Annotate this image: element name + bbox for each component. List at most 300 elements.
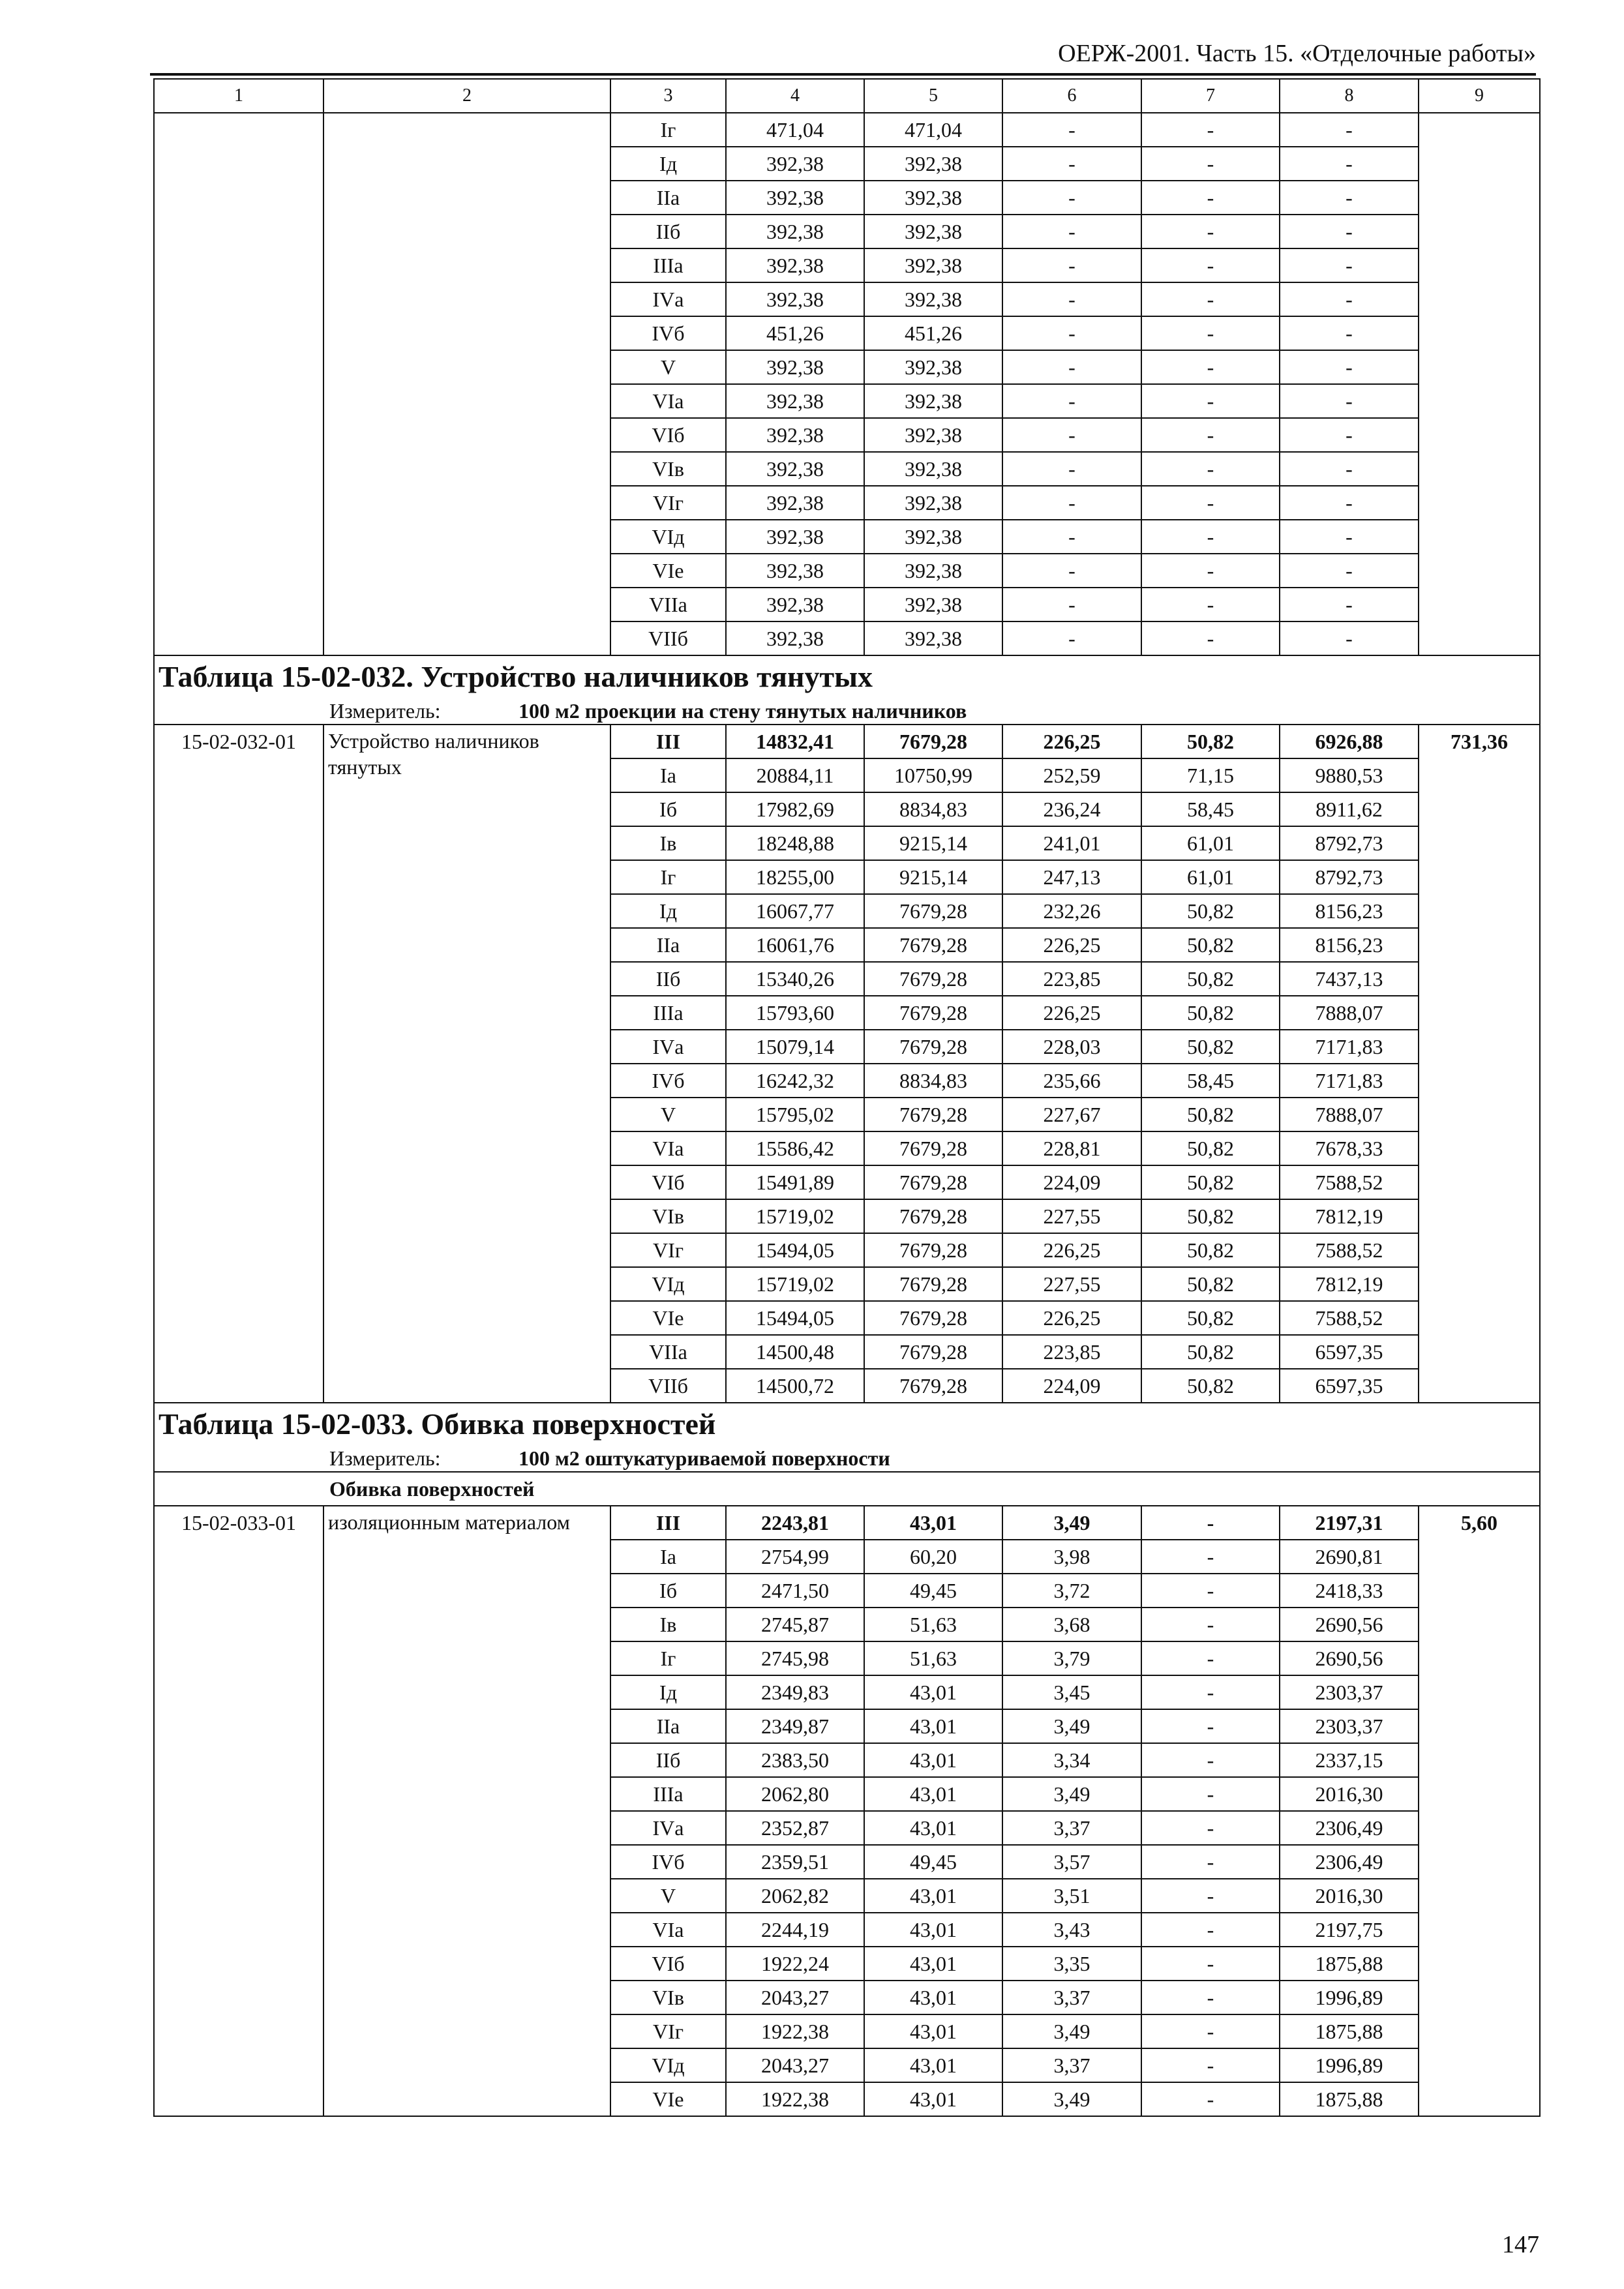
wages-cell: 43,01 [864,1675,1002,1709]
region-cell: III [610,1506,726,1540]
materials-cell: 2337,15 [1280,1743,1419,1777]
operators-wages-cell: - [1141,621,1280,655]
operators-wages-cell: - [1141,1675,1280,1709]
total-cost-cell: 2745,98 [726,1641,864,1675]
region-cell: Iа [610,758,726,792]
wages-cell: 392,38 [864,621,1002,655]
column-number: 5 [864,79,1002,113]
operators-wages-cell: 50,82 [1141,1098,1280,1131]
materials-cell: 2306,49 [1280,1845,1419,1879]
wages-cell: 392,38 [864,588,1002,621]
materials-cell: - [1280,520,1419,554]
wages-cell: 7679,28 [864,1369,1002,1403]
total-cost-cell: 392,38 [726,621,864,655]
wages-cell: 7679,28 [864,1199,1002,1233]
wages-cell: 7679,28 [864,1030,1002,1064]
materials-cell: 7437,13 [1280,962,1419,996]
machines-cell: 226,25 [1002,1301,1141,1335]
total-cost-cell: 392,38 [726,520,864,554]
materials-cell: 7588,52 [1280,1301,1419,1335]
materials-cell: 6926,88 [1280,725,1419,758]
wages-cell: 43,01 [864,2048,1002,2082]
materials-cell: - [1280,486,1419,520]
operators-wages-cell: - [1141,1540,1280,1574]
region-cell: Iб [610,792,726,826]
region-cell: VIб [610,418,726,452]
materials-cell: - [1280,181,1419,215]
machines-cell: - [1002,350,1141,384]
region-cell: IIб [610,1743,726,1777]
operators-wages-cell: 50,82 [1141,1301,1280,1335]
page-number: 147 [1502,2231,1539,2258]
total-cost-cell: 1922,24 [726,1947,864,1981]
wages-cell: 7679,28 [864,1301,1002,1335]
code-cell [154,113,323,655]
machines-cell: 3,49 [1002,1506,1141,1540]
region-cell: VIб [610,1947,726,1981]
machines-cell: 226,25 [1002,1233,1141,1267]
total-cost-cell: 15795,02 [726,1098,864,1131]
total-cost-cell: 15793,60 [726,996,864,1030]
machines-cell: - [1002,554,1141,588]
materials-cell: 2690,81 [1280,1540,1419,1574]
machines-cell: 232,26 [1002,894,1141,928]
wages-cell: 43,01 [864,1743,1002,1777]
region-cell: VIг [610,1233,726,1267]
code-cell: 15-02-033-01 [154,1506,323,2116]
region-cell: IVа [610,1030,726,1064]
code-cell: 15-02-032-01 [154,725,323,1403]
measure-label: Измеритель: [329,699,441,723]
materials-cell: 7888,07 [1280,1098,1419,1131]
materials-cell: 7812,19 [1280,1267,1419,1301]
materials-cell: 2306,49 [1280,1811,1419,1845]
materials-cell: - [1280,384,1419,418]
machines-cell: 227,55 [1002,1267,1141,1301]
operators-wages-cell: - [1141,316,1280,350]
operators-wages-cell: - [1141,1879,1280,1913]
region-cell: V [610,1098,726,1131]
operators-wages-cell: - [1141,418,1280,452]
region-cell: IIа [610,1709,726,1743]
measure-cell [154,698,1540,725]
region-cell: V [610,350,726,384]
operators-wages-cell: 58,45 [1141,792,1280,826]
wages-cell: 392,38 [864,520,1002,554]
table-row [154,725,1540,758]
operators-wages-cell: 50,82 [1141,1335,1280,1369]
region-cell: Iд [610,894,726,928]
machines-cell: - [1002,452,1141,486]
region-cell: IVб [610,316,726,350]
materials-cell: 1875,88 [1280,1947,1419,1981]
table-title: Таблица 15-02-032. Устройство наличников тянутых [154,655,1540,698]
materials-cell: 7678,33 [1280,1131,1419,1165]
machines-cell: 228,81 [1002,1131,1141,1165]
machines-cell: 227,67 [1002,1098,1141,1131]
wages-cell: 8834,83 [864,1064,1002,1098]
operators-wages-cell: - [1141,452,1280,486]
wages-cell: 49,45 [864,1845,1002,1879]
total-cost-cell: 16067,77 [726,894,864,928]
wages-cell: 7679,28 [864,1165,1002,1199]
total-cost-cell: 16061,76 [726,928,864,962]
wages-cell: 7679,28 [864,1131,1002,1165]
machines-cell: - [1002,384,1141,418]
materials-cell: 1996,89 [1280,2048,1419,2082]
total-cost-cell: 15586,42 [726,1131,864,1165]
wages-cell: 7679,28 [864,928,1002,962]
region-cell: VIв [610,452,726,486]
operators-wages-cell: 50,82 [1141,996,1280,1030]
total-cost-cell: 392,38 [726,486,864,520]
materials-cell: 2197,75 [1280,1913,1419,1947]
machines-cell: 226,25 [1002,996,1141,1030]
machines-cell: 223,85 [1002,962,1141,996]
total-cost-cell: 392,38 [726,418,864,452]
name-cell [323,113,610,655]
operators-wages-cell: - [1141,2014,1280,2048]
measure-value: 100 м2 проекции на стену тянутых наличников [519,699,967,723]
total-cost-cell: 2244,19 [726,1913,864,1947]
operators-wages-cell: - [1141,554,1280,588]
operators-wages-cell: - [1141,384,1280,418]
operators-wages-cell: - [1141,1743,1280,1777]
table-row [154,1506,1540,1540]
region-cell: VIв [610,1199,726,1233]
region-cell: VIе [610,554,726,588]
wages-cell: 43,01 [864,1506,1002,1540]
machines-cell: 3,49 [1002,1777,1141,1811]
materials-cell: - [1280,452,1419,486]
operators-wages-cell: - [1141,520,1280,554]
operators-wages-cell: 50,82 [1141,1131,1280,1165]
wages-cell: 43,01 [864,2082,1002,2116]
operators-wages-cell: - [1141,2082,1280,2116]
total-cost-cell: 392,38 [726,147,864,181]
wages-cell: 43,01 [864,1981,1002,2014]
region-cell: Iд [610,147,726,181]
operators-wages-cell: 50,82 [1141,1233,1280,1267]
total-cost-cell: 14500,48 [726,1335,864,1369]
wages-cell: 392,38 [864,554,1002,588]
materials-cell: - [1280,350,1419,384]
machines-cell: - [1002,418,1141,452]
materials-cell: 7171,83 [1280,1064,1419,1098]
machines-cell: 3,72 [1002,1574,1141,1608]
machines-cell: 3,37 [1002,2048,1141,2082]
total-cost-cell: 2359,51 [726,1845,864,1879]
region-cell: VIб [610,1165,726,1199]
machines-cell: 3,35 [1002,1947,1141,1981]
machines-cell: - [1002,588,1141,621]
region-cell: VIг [610,2014,726,2048]
total-cost-cell: 2243,81 [726,1506,864,1540]
machines-cell: - [1002,486,1141,520]
operators-wages-cell: - [1141,1913,1280,1947]
machines-cell: 3,49 [1002,1709,1141,1743]
col9-cell: 731,36 [1419,725,1540,1403]
column-number: 4 [726,79,864,113]
total-cost-cell: 1922,38 [726,2082,864,2116]
machines-cell: 226,25 [1002,928,1141,962]
total-cost-cell: 1922,38 [726,2014,864,2048]
machines-cell: 3,49 [1002,2082,1141,2116]
total-cost-cell: 392,38 [726,452,864,486]
materials-cell: - [1280,282,1419,316]
region-cell: IIа [610,928,726,962]
total-cost-cell: 18248,88 [726,826,864,860]
region-cell: IVб [610,1064,726,1098]
region-cell: VIг [610,486,726,520]
total-cost-cell: 14832,41 [726,725,864,758]
measure-row [154,698,1540,725]
column-number-row [154,79,1540,113]
operators-wages-cell: - [1141,1811,1280,1845]
wages-cell: 49,45 [864,1574,1002,1608]
wages-cell: 9215,14 [864,826,1002,860]
region-cell: III [610,725,726,758]
total-cost-cell: 2062,80 [726,1777,864,1811]
column-number: 7 [1141,79,1280,113]
wages-cell: 7679,28 [864,894,1002,928]
materials-cell: - [1280,418,1419,452]
materials-cell: 2016,30 [1280,1777,1419,1811]
machines-cell: 3,49 [1002,2014,1141,2048]
region-cell: VIа [610,384,726,418]
materials-cell: 2418,33 [1280,1574,1419,1608]
table-title: Таблица 15-02-033. Обивка поверхностей [154,1403,1540,1445]
materials-cell: 1875,88 [1280,2014,1419,2048]
operators-wages-cell: - [1141,350,1280,384]
wages-cell: 7679,28 [864,725,1002,758]
total-cost-cell: 2745,87 [726,1608,864,1641]
operators-wages-cell: 61,01 [1141,826,1280,860]
materials-cell: 2197,31 [1280,1506,1419,1540]
machines-cell: 235,66 [1002,1064,1141,1098]
region-cell: VIд [610,520,726,554]
operators-wages-cell: - [1141,147,1280,181]
wages-cell: 392,38 [864,181,1002,215]
region-cell: VIе [610,1301,726,1335]
operators-wages-cell: 50,82 [1141,1030,1280,1064]
name-cell: Устройство наличников тянутых [323,725,610,1403]
materials-cell: 2303,37 [1280,1709,1419,1743]
materials-cell: - [1280,621,1419,655]
materials-cell: 2303,37 [1280,1675,1419,1709]
machines-cell: 247,13 [1002,860,1141,894]
total-cost-cell: 2043,27 [726,2048,864,2082]
total-cost-cell: 392,38 [726,350,864,384]
region-cell: Iд [610,1675,726,1709]
region-cell: IIIа [610,248,726,282]
total-cost-cell: 15079,14 [726,1030,864,1064]
total-cost-cell: 2754,99 [726,1540,864,1574]
region-cell: VIв [610,1981,726,2014]
total-cost-cell: 2349,83 [726,1675,864,1709]
total-cost-cell: 15494,05 [726,1301,864,1335]
total-cost-cell: 2383,50 [726,1743,864,1777]
machines-cell: 3,98 [1002,1540,1141,1574]
machines-cell: 236,24 [1002,792,1141,826]
operators-wages-cell: 50,82 [1141,725,1280,758]
operators-wages-cell: 58,45 [1141,1064,1280,1098]
machines-cell: 3,43 [1002,1913,1141,1947]
total-cost-cell: 2349,87 [726,1709,864,1743]
total-cost-cell: 2043,27 [726,1981,864,2014]
rates-table-body [154,79,1540,2116]
operators-wages-cell: - [1141,1574,1280,1608]
machines-cell: 3,68 [1002,1608,1141,1641]
operators-wages-cell: - [1141,181,1280,215]
total-cost-cell: 392,38 [726,384,864,418]
machines-cell: - [1002,147,1141,181]
section-title: Обивка поверхностей [154,1472,1540,1506]
wages-cell: 392,38 [864,452,1002,486]
wages-cell: 451,26 [864,316,1002,350]
region-cell: IVб [610,1845,726,1879]
materials-cell: 8911,62 [1280,792,1419,826]
machines-cell: 3,34 [1002,1743,1141,1777]
materials-cell: 9880,53 [1280,758,1419,792]
column-number: 6 [1002,79,1141,113]
wages-cell: 7679,28 [864,1098,1002,1131]
measure-cell [154,1445,1540,1472]
materials-cell: 6597,35 [1280,1335,1419,1369]
wages-cell: 10750,99 [864,758,1002,792]
operators-wages-cell: - [1141,215,1280,248]
machines-cell: - [1002,215,1141,248]
total-cost-cell: 451,26 [726,316,864,350]
machines-cell: 224,09 [1002,1165,1141,1199]
materials-cell: 2690,56 [1280,1608,1419,1641]
wages-cell: 43,01 [864,1879,1002,1913]
wages-cell: 51,63 [864,1608,1002,1641]
column-number: 9 [1419,79,1540,113]
materials-cell: 8792,73 [1280,826,1419,860]
machines-cell: 223,85 [1002,1335,1141,1369]
region-cell: IIIа [610,1777,726,1811]
materials-cell: 2690,56 [1280,1641,1419,1675]
table-title-row [154,655,1540,698]
region-cell: Iв [610,826,726,860]
operators-wages-cell: 50,82 [1141,894,1280,928]
machines-cell: 228,03 [1002,1030,1141,1064]
region-cell: Iб [610,1574,726,1608]
region-cell: IVа [610,282,726,316]
wages-cell: 392,38 [864,215,1002,248]
section-row [154,1472,1540,1506]
wages-cell: 7679,28 [864,1335,1002,1369]
region-cell: VIд [610,1267,726,1301]
operators-wages-cell: - [1141,588,1280,621]
wages-cell: 43,01 [864,1947,1002,1981]
machines-cell: 3,37 [1002,1811,1141,1845]
wages-cell: 43,01 [864,1811,1002,1845]
operators-wages-cell: - [1141,1709,1280,1743]
operators-wages-cell: - [1141,282,1280,316]
operators-wages-cell: - [1141,1981,1280,2014]
table-title-row [154,1403,1540,1445]
operators-wages-cell: - [1141,113,1280,147]
region-cell: IIа [610,181,726,215]
total-cost-cell: 17982,69 [726,792,864,826]
materials-cell: 7171,83 [1280,1030,1419,1064]
wages-cell: 43,01 [864,1709,1002,1743]
materials-cell: - [1280,147,1419,181]
region-cell: Iа [610,1540,726,1574]
wages-cell: 43,01 [864,1913,1002,1947]
wages-cell: 8834,83 [864,792,1002,826]
table-row [154,113,1540,147]
materials-cell: 7888,07 [1280,996,1419,1030]
operators-wages-cell: - [1141,1777,1280,1811]
machines-cell: - [1002,282,1141,316]
materials-cell: - [1280,113,1419,147]
machines-cell: 3,79 [1002,1641,1141,1675]
rates-table [153,78,1541,2117]
region-cell: IVа [610,1811,726,1845]
operators-wages-cell: 71,15 [1141,758,1280,792]
machines-cell: 3,45 [1002,1675,1141,1709]
region-cell: VIе [610,2082,726,2116]
wages-cell: 7679,28 [864,996,1002,1030]
column-number: 2 [323,79,610,113]
region-cell: Iг [610,860,726,894]
region-cell: Iг [610,113,726,147]
region-cell: VIа [610,1913,726,1947]
region-cell: IIб [610,215,726,248]
machines-cell: - [1002,316,1141,350]
materials-cell: - [1280,215,1419,248]
materials-cell: - [1280,588,1419,621]
region-cell: VIд [610,2048,726,2082]
total-cost-cell: 2352,87 [726,1811,864,1845]
total-cost-cell: 392,38 [726,588,864,621]
machines-cell: 3,51 [1002,1879,1141,1913]
region-cell: IIIа [610,996,726,1030]
region-cell: Iв [610,1608,726,1641]
machines-cell: 241,01 [1002,826,1141,860]
wages-cell: 7679,28 [864,1233,1002,1267]
wages-cell: 392,38 [864,384,1002,418]
wages-cell: 9215,14 [864,860,1002,894]
column-number: 3 [610,79,726,113]
total-cost-cell: 20884,11 [726,758,864,792]
machines-cell: - [1002,520,1141,554]
machines-cell: 227,55 [1002,1199,1141,1233]
total-cost-cell: 471,04 [726,113,864,147]
wages-cell: 7679,28 [864,1267,1002,1301]
wages-cell: 392,38 [864,248,1002,282]
region-cell: VIIб [610,1369,726,1403]
total-cost-cell: 392,38 [726,554,864,588]
region-cell: VIIа [610,588,726,621]
materials-cell: - [1280,554,1419,588]
machines-cell: 224,09 [1002,1369,1141,1403]
materials-cell: 8792,73 [1280,860,1419,894]
region-cell: V [610,1879,726,1913]
operators-wages-cell: - [1141,1845,1280,1879]
wages-cell: 51,63 [864,1641,1002,1675]
materials-cell: 6597,35 [1280,1369,1419,1403]
total-cost-cell: 392,38 [726,215,864,248]
total-cost-cell: 392,38 [726,282,864,316]
materials-cell: 7588,52 [1280,1233,1419,1267]
region-cell: Iг [610,1641,726,1675]
operators-wages-cell: - [1141,1641,1280,1675]
wages-cell: 392,38 [864,282,1002,316]
